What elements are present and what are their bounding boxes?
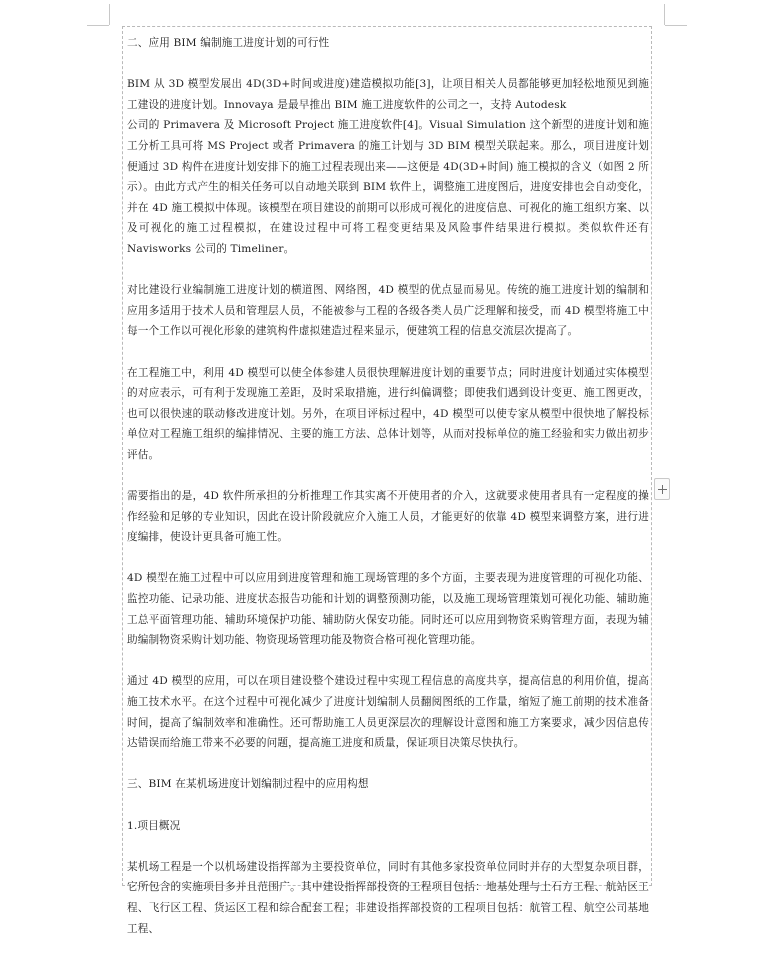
section-heading-3: 三、BIM 在某机场进度计划编制过程中的应用构想 <box>127 778 369 791</box>
crop-mark-top-right-vertical <box>664 4 665 25</box>
crop-mark-top-left-vertical <box>109 4 110 25</box>
section-heading-2: 二、应用 BIM 编制施工进度计划的可行性 <box>127 37 330 49</box>
paragraph-4: 需要指出的是，4D 软件所承担的分析推理工作其实离不开使用者的介入，这就要求使用者具有一定程度的操作经验和足够的专业知识，因此在设计阶段就应介入施工人员，才能更好的依靠 4D 模型来调整方案，进行进度编排，使设计更具备可施工性。 <box>127 490 649 544</box>
paragraph-6: 通过 4D 模型的应用，可以在项目建设整个建设过程中实现工程信息的高度共享，提高信息的利用价值，提高施工技术水平。在这个过程中可视化减少了进度计划编制人员翻阅图纸的工作量，缩短了施工前期的技术准备时间，提高了编制效率和准确性。还可帮助施工人员更深层次的理解设计意图和施工方案要求，减少因信息传达错误而给施工带来不必要的问题，提高施工进度和质量，保证项目决策尽快执行。 <box>127 675 649 750</box>
paragraph-7: 某机场工程是一个以机场建设指挥部为主要投资单位，同时有其他多家投资单位同时并存的大型复杂项目群，它所包含的实施项目多并且范围广。其中建设指挥部投资的工程项目包括：地基处理与土石方工程、航站区工程、飞行区工程、货运区工程和综合配套工程；非建设指挥部投资的工程项目包括：航管工程、航空公司基地工程、 <box>127 860 649 935</box>
plus-icon <box>658 485 667 494</box>
paragraph-1b: 公司的 Primavera 及 Microsoft Project 施工进度软件[4]。Visual Simulation 这个新型的进度计划和施工分析工具可将 MS Project 或者 Primavera 的施工计划与 3D BIM 模型关联起来。那么，项目进度计划便通过 3D 构件在进度计划安排下的施工过程表现出来——这便是 4D(3D+时间) 施工模拟的含义（如图 2 所示）。由此方式产生的相关任务可以自动地关联到 BIM 软件上，调整施工进度图后，进度安排也会自动变化，并在 4D 施工模拟中体现。该模型在项目建设的前期可以形成可视化的进度信息、可视化的施工组织方案、以及可视化的施工过程模拟，在建设过程中可将工程变更结果及风险事件结果进行模拟。类似软件还有 Navisworks 公司的 Timeliner。 <box>127 119 649 255</box>
crop-mark-top-left <box>87 25 109 26</box>
document-body[interactable] <box>127 33 649 960</box>
add-button[interactable] <box>654 478 670 500</box>
paragraph-1a: BIM 从 3D 模型发展出 4D(3D+时间或进度)建造模拟功能[3]，让项目相关人员都能够更加轻松地预见到施工建设的进度计划。Innovaya 是最早推出 BIM 施工进度软件的公司之一，支持 Autodesk <box>127 78 649 111</box>
subsection-heading-3-1: 1.项目概况 <box>127 819 181 832</box>
paragraph-3: 在工程施工中，利用 4D 模型可以使全体参建人员很快理解进度计划的重要节点；同时进度计划通过实体模型的对应表示，可有利于发现施工差距，及时采取措施，进行纠偏调整；即使我们遇到设计变更、施工图更改，也可以很快速的联动修改进度计划。另外，在项目评标过程中，4D 模型可以使专家从模型中很快地了解投标单位对工程施工组织的编排情况、主要的施工方法、总体计划等，从而对投标单位的施工经验和实力做出初步评估。 <box>127 366 649 461</box>
crop-mark-top-right <box>665 25 687 26</box>
paragraph-2: 对比建设行业编制施工进度计划的横道图、网络图，4D 模型的优点显而易见。传统的施工进度计划的编制和应用多适用于技术人员和管理层人员，不能被参与工程的各级各类人员广泛理解和接受，而 4D 模型将施工中每一个工作以可视化形象的建筑构件虚拟建造过程来显示，便建筑工程的信息交流层次提高了。 <box>127 284 649 338</box>
paragraph-5: 4D 模型在施工过程中可以应用到进度管理和施工现场管理的多个方面，主要表现为进度管理的可视化功能、监控功能、记录功能、进度状态报告功能和计划的调整预测功能，以及施工现场管理策划可视化功能、辅助施工总平面管理功能、辅助环境保护功能、辅助防火保安功能。同时还可以应用到物资采购管理方面，表现为辅助编制物资采购计划功能、物资现场管理功能及物资合格可视化管理功能。 <box>127 572 649 647</box>
